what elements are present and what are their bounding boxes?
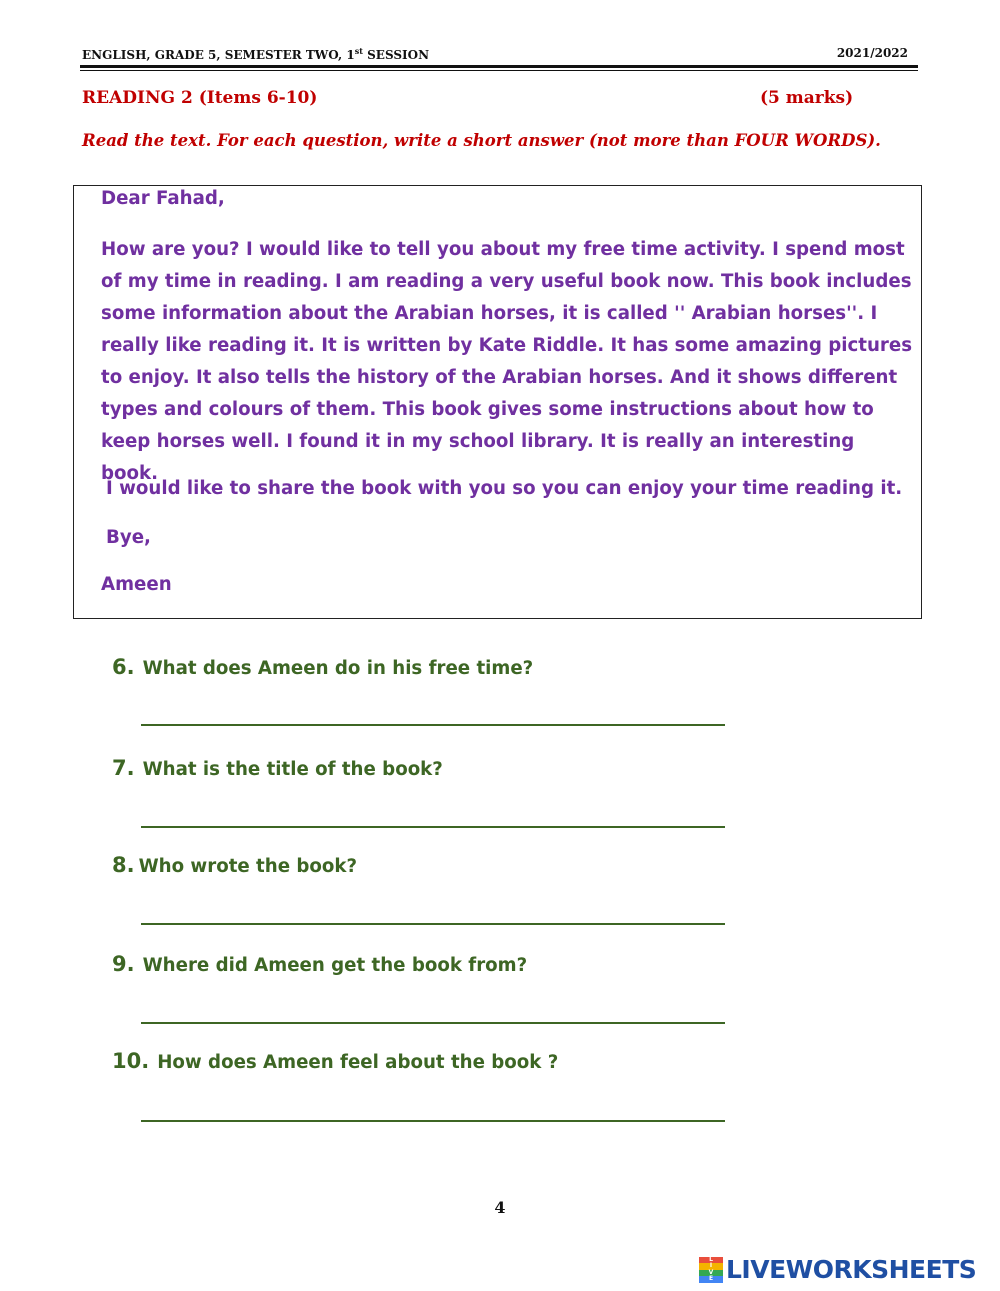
logo-mark-letter: V [699,1270,723,1277]
question-text: How does Ameen feel about the book ? [157,1052,559,1073]
answer-line-8[interactable] [141,923,725,925]
question-8 [112,853,357,877]
header-superscript: st [354,46,363,56]
question-text: Where did Ameen get the book from? [142,955,528,976]
logo-text: LIVEWORKSHEETS [726,1255,977,1284]
question-6 [112,655,533,679]
letter-share: I would like to share the book with you so you can enjoy your time reading it. [106,478,903,499]
live-logo-icon [699,1257,723,1283]
answer-line-10[interactable] [141,1120,725,1122]
answer-line-6[interactable] [141,724,725,726]
instructions: Read the text. For each question, write a short answer (not more than FOUR WORDS). [82,131,881,150]
header-rule-thin [80,70,918,71]
question-number: 9. [112,952,135,976]
question-text: What does Ameen do in his free time? [142,658,534,679]
letter-closing: Bye, [106,527,151,548]
page-number: 4 [494,1198,506,1217]
letter-body: How are you? I would like to tell you about my free time activity. I spend most of my time in reading. I am reading a very useful book now. This book includes some information about the Arabian horses, it is called '' Arabian horses''. I really like reading it. It is written by Kate Riddle. It has some amazing pictures to enjoy. It also tells the history of the Arabian horses. And it shows different types and colours of them. This book gives some instructions about how to keep horses well. I found it in my school library. It is really an interesting book. [101,239,913,484]
section-marks: (5 marks) [760,88,854,108]
logo-mark-letter: I [699,1263,723,1270]
question-number: 10. [112,1049,150,1073]
letter-signature: Ameen [101,574,172,595]
question-number: 7. [112,756,135,780]
logo-mark-letter: E [699,1276,723,1283]
question-text: Who wrote the book? [138,856,358,877]
question-10 [112,1049,558,1073]
letter-greeting: Dear Fahad, [101,188,225,209]
logo-mark-letter: L [699,1257,723,1264]
question-number: 6. [112,655,135,679]
answer-line-7[interactable] [141,826,725,828]
section-title: READING 2 (Items 6-10) [82,88,318,108]
header-rule-thick [80,65,918,68]
question-text: What is the title of the book? [142,759,443,780]
question-number: 8. [112,853,135,877]
question-7 [112,756,443,780]
question-9 [112,952,527,976]
header-year: 2021/2022 [836,46,908,60]
liveworksheets-logo [699,1255,976,1284]
header-subject: ENGLISH, GRADE 5, SEMESTER TWO, 1st SESSION [82,46,430,62]
answer-line-9[interactable] [141,1022,725,1024]
